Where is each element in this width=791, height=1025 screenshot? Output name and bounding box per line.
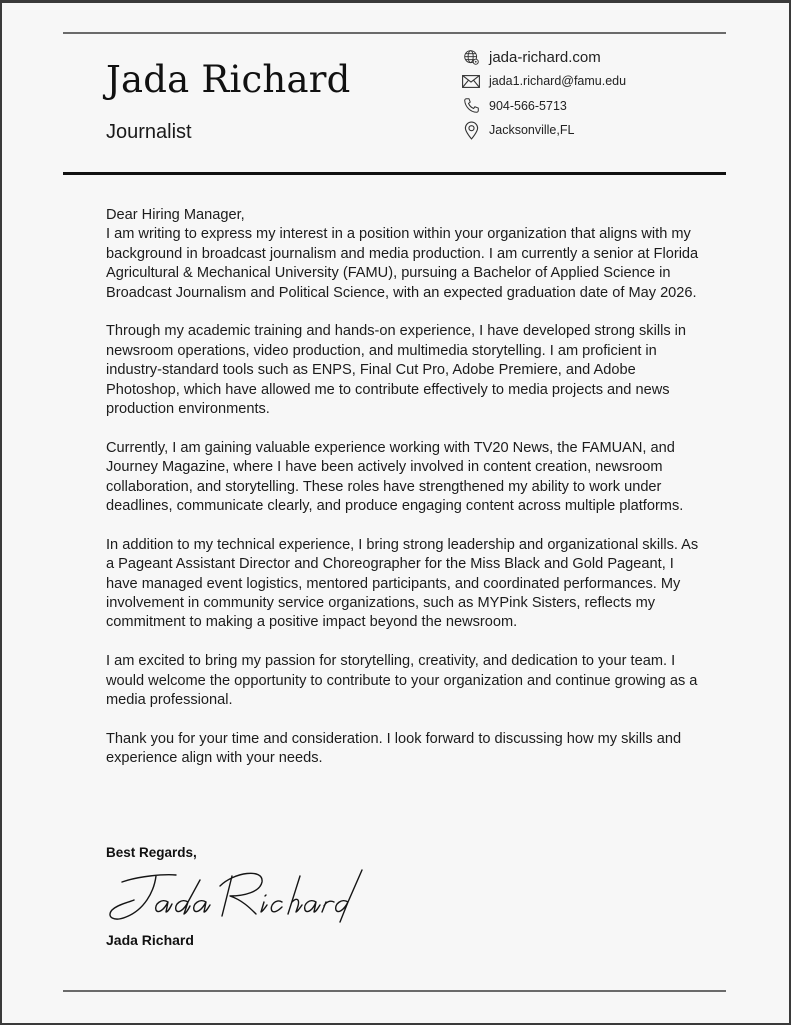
contact-email[interactable] [462, 69, 626, 94]
contact-info [462, 46, 626, 143]
closing: Best Regards, [106, 845, 197, 860]
header-divider [63, 172, 726, 175]
paragraph-experience: Currently, I am gaining valuable experience working with TV20 News, the FAMUAN, and Journey Magazine, where I have been actively involved in content creation, newsroom collaboration, and storytelling. These roles have strengthened my ability to work under deadlines, communicate clearly, and produce engaging content across multiple platforms. [106, 439, 684, 515]
contact-location [462, 118, 626, 143]
location-text: Jacksonville,FL [489, 123, 575, 138]
applicant-title: Journalist [106, 121, 192, 143]
bottom-divider [63, 990, 726, 992]
location-pin-icon [462, 121, 480, 139]
greeting: Dear Hiring Manager, [106, 207, 245, 223]
paragraph-thanks: Thank you for your time and consideration. I look forward to discussing how my skills and experience align with your needs. [106, 730, 682, 767]
applicant-name: Jada Richard [106, 58, 351, 101]
website-text: jada-richard.com [489, 49, 601, 66]
paragraph-enthusiasm: I am excited to bring my passion for storytelling, creativity, and dedication to your team. I would welcome the opportunity to contribute to your organization and continue growing as a media professional. [106, 653, 698, 709]
globe-icon [462, 49, 480, 67]
paragraph-skills: Through my academic training and hands-on experience, I have developed strong skills in newsroom operations, video production, and multimedia storytelling. I am proficient in industry-standard tools such as ENPS, Final Cut Pro, Adobe Premiere, and Adobe Photoshop, which have allowed me to contribute effectively to media projects and news production environments. [106, 323, 687, 418]
signature [104, 862, 364, 924]
letter-body [106, 206, 706, 788]
signed-name: Jada Richard [106, 932, 194, 948]
phone-text: 904-566-5713 [489, 98, 567, 113]
email-text: jada1.richard@famu.edu [489, 74, 627, 89]
contact-website[interactable] [462, 46, 626, 69]
top-divider [63, 32, 726, 34]
envelope-icon [462, 72, 480, 90]
paragraph-intro: I am writing to express my interest in a position within your organization that aligns with my background in broadcast journalism and media production. I am currently a senior at Florida Agricultural & Mechanical University (FAMU), pursuing a Bachelor of Applied Science in Broadcast Journalism and Political Science, with an expected graduation date of May 2026. [106, 226, 699, 301]
paragraph-leadership: In addition to my technical experience, I bring strong leadership and organizational skills. As a Pageant Assistant Director and Choreographer for the Miss Black and Gold Pageant, I have managed event logistics, mentored participants, and coordinated performances. My involvement in community service organizations, such as MYPink Sisters, reflects my commitment to making a positive impact beyond the newsroom. [106, 536, 699, 631]
contact-phone[interactable] [462, 94, 626, 119]
phone-icon [462, 97, 480, 115]
